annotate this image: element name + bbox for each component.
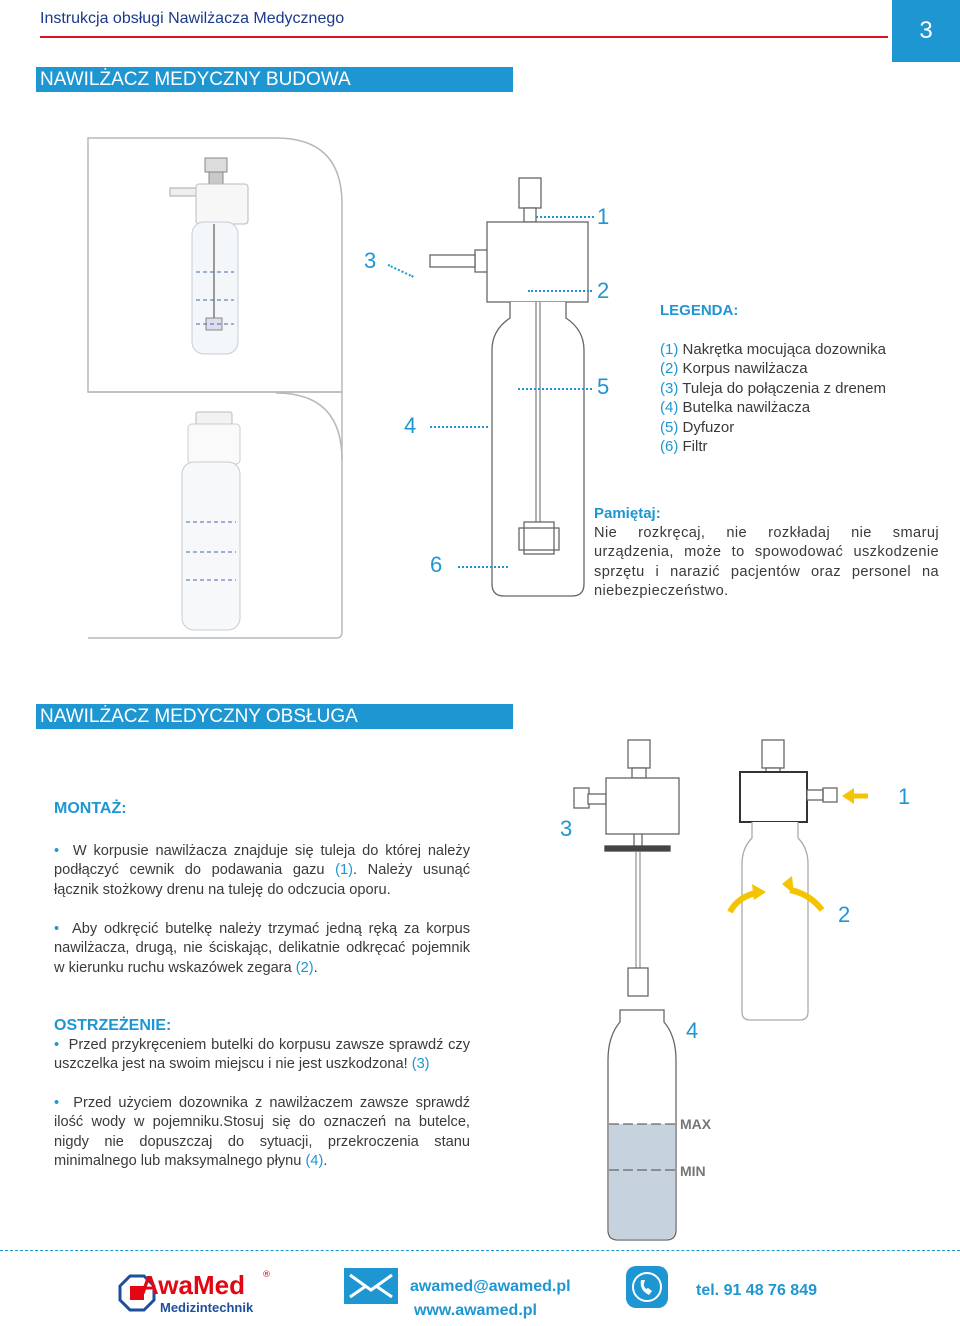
logo-subtitle: Medizintechnik bbox=[160, 1300, 254, 1315]
callout-2: 2 bbox=[597, 278, 610, 303]
diagram-callout-3: 3 bbox=[560, 816, 573, 841]
warning-title: Pamiętaj: bbox=[594, 505, 661, 522]
legend-item: (5) Dyfuzor bbox=[660, 418, 735, 436]
min-label: MIN bbox=[680, 1163, 706, 1179]
logo-name: AwaMed bbox=[140, 1270, 245, 1300]
callout-4: 4 bbox=[404, 413, 417, 438]
footer-website[interactable]: www.awamed.pl bbox=[414, 1302, 537, 1319]
section-title-obsluga: NAWILŻACZ MEDYCZNY OBSŁUGA bbox=[36, 704, 513, 729]
callout-1: 1 bbox=[597, 204, 610, 229]
legend-item: (1) Nakrętka mocująca dozownika bbox=[660, 341, 886, 358]
ostrzezenie-bullet-2: • Przed użyciem dozownika z nawilżaczem zawsze sprawdź ilość wody w pojemniku.Stosuj się do oznaczeń na butelce, nigdy nie dopuszczaj do sytuacji, przekroczenia stanu minimalnego lub maksymalnego płynu (4). bbox=[54, 1095, 470, 1170]
diagram-callout-2: 2 bbox=[838, 902, 851, 927]
logo-registered-mark: ® bbox=[262, 1270, 271, 1280]
page-number: 3 bbox=[892, 0, 960, 62]
max-label: MAX bbox=[680, 1116, 712, 1132]
legend-item: (6) Filtr bbox=[660, 438, 708, 456]
legend-item: (3) Tuleja do połączenia z drenem bbox=[660, 379, 886, 397]
awamed-logo bbox=[116, 1270, 276, 1320]
footer-divider bbox=[0, 1250, 960, 1252]
legend-item: (4) Butelka nawilżacza bbox=[660, 399, 811, 417]
diagram-callout-4: 4 bbox=[686, 1018, 699, 1043]
montaz-bullet-2: • Aby odkręcić butelkę należy trzymać jedną ręką za korpus nawilżacza, drugą, nie ściskając, delikatnie odkręcać pojemnik w kierunku ruchu wskazówek zegara (2). bbox=[54, 921, 471, 976]
montaz-bullet-1: • W korpusie nawilżacza znajduje się tuleja do której należy podłączyć cewnik do podawania gazu (1). Należy usunąć łącznik stożkowy drenu na tuleję do odczucia oporu. bbox=[54, 843, 471, 898]
phone-icon bbox=[626, 1266, 668, 1308]
ostrzezenie-bullet-1: • Przed przykręceniem butelki do korpusu zawsze sprawdź czy uszczelka jest na swoim miejscu i nie jest uszkodzona! (3) bbox=[54, 1037, 470, 1073]
legend-item: (2) Korpus nawilżacza bbox=[660, 360, 808, 378]
warning-text: Nie rozkręcaj, nie rozkładaj nie smaruj urządzenia, może to spowodować uszkodzenie sprzętu i narazić pacjentów oraz personel na niebezpieczeństwo. bbox=[594, 525, 939, 600]
ostrzezenie-title: OSTRZEŻENIE: bbox=[54, 1017, 172, 1034]
callout-5: 5 bbox=[597, 374, 610, 399]
callout-6: 6 bbox=[430, 552, 443, 577]
document-title: Instrukcja obsługi Nawilżacza Medycznego bbox=[40, 10, 345, 27]
montaz-title: MONTAŻ: bbox=[54, 800, 127, 817]
section-title-budowa: NAWILŻACZ MEDYCZNY BUDOWA bbox=[36, 67, 513, 92]
legend-title: LEGENDA: bbox=[660, 302, 739, 319]
footer-phone[interactable]: tel. 91 48 76 849 bbox=[696, 1282, 817, 1299]
envelope-icon bbox=[344, 1268, 398, 1304]
exploded-humidifier-drawing bbox=[574, 740, 679, 1240]
footer-email[interactable]: awamed@awamed.pl bbox=[410, 1278, 571, 1295]
diagram-callout-1: 1 bbox=[898, 784, 911, 809]
callout-3: 3 bbox=[364, 248, 377, 273]
